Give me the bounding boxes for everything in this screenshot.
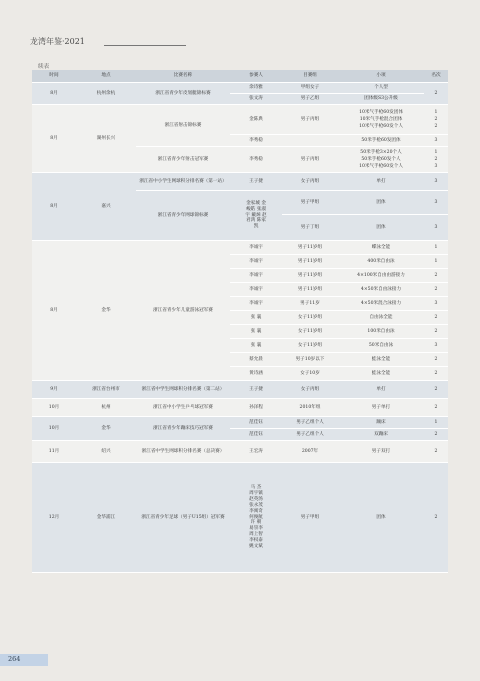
athlete-cell: 张 襄 [230,325,282,339]
division-cell: 男子乙组 [282,94,338,105]
page-number: 264 [8,655,21,663]
place-cell: 浙江省台州市 [76,381,136,399]
item-cell: 蛙泳全能 [338,367,424,381]
item-line: 10米气手枪60发团体 [359,109,403,115]
column-header-event: 比赛名称 [136,70,230,83]
rank-cell: 3 [424,173,448,191]
event-cell: 浙江省青少年射击冠军赛 [136,147,230,173]
athlete-cell: 蔡允晨 [230,353,282,367]
column-header-division: 目赛组 [282,70,338,83]
item-cell: 男子单打 [338,399,424,417]
time-cell: 10月 [32,399,76,417]
item-cell: 蹦床 [338,417,424,429]
division-cell: 女子11岁组 [282,339,338,353]
athlete-cell: 金陈典 [230,105,282,135]
place-cell: 嘉兴 [76,173,136,241]
athlete-cell: 孙泽程 [230,399,282,417]
division-cell: 男子丙组 [282,147,338,173]
header-rule [104,45,186,46]
athlete-cell: 李诚宇 [230,269,282,283]
time-cell: 11月 [32,441,76,463]
table-header-row [32,70,448,83]
item-cell: 个人型 [338,83,424,94]
rank-cell [424,147,448,173]
item-cell: 4×50米自由泳接力 [338,283,424,297]
rank-cell: 3 [424,297,448,311]
time-cell: 8月 [32,105,76,173]
table-row [32,173,448,191]
rank-cell: 3 [424,135,448,147]
item-cell: 蛙泳全能 [338,353,424,367]
athlete-cell: 张 襄 [230,339,282,353]
item-cell: 4×100米自由由游接力 [338,269,424,283]
item-cell: 400米自由泳 [338,255,424,269]
item-cell: 单打 [338,381,424,399]
division-cell: 男子甲组 [282,463,338,573]
athlete-cell: 李秀稳 [230,135,282,147]
division-cell [282,135,338,147]
rank-line: 2 [434,156,438,162]
item-cell: 男子双打 [338,441,424,463]
rank-cell: 3 [424,215,448,241]
item-cell: 单打 [338,173,424,191]
rank-cell: 2 [424,83,448,105]
athlete-cell: 李秀稳 [230,147,282,173]
rank-line: 2 [434,124,438,130]
event-cell: 浙江省青少年蹦床技巧冠军赛 [136,417,230,441]
item-cell: 蝶泳全能 [338,241,424,255]
division-cell: 男子乙组个人 [282,417,338,429]
item-line: 10米气手枪60发个人 [359,164,403,170]
division-cell: 女子丙组 [282,173,338,191]
continued-label: 续表 [38,64,50,70]
item-cell: 50米手枪60发团体 [338,135,424,147]
division-cell: 男子11岁组 [282,283,338,297]
place-cell: 杭州余杭 [76,83,136,105]
place-cell: 绍兴 [76,441,136,463]
table-row [32,83,448,94]
time-cell: 10月 [32,417,76,441]
rank-cell: 1 [424,241,448,255]
rank-cell: 2 [424,325,448,339]
event-cell: 浙江省青少年足球（男子U15组）冠军赛 [136,463,230,573]
rank-cell: 1 [424,255,448,269]
item-cell: 团体 [338,463,424,573]
event-cell: 浙江省青少年网球锦标赛 [136,191,230,241]
table-row [32,241,448,255]
time-cell: 8月 [32,241,76,381]
item-cell: 双蹦床 [338,429,424,441]
rank-cell: 3 [424,191,448,215]
athlete-cell: 李诚宇 [230,297,282,311]
division-cell: 女子丙组 [282,381,338,399]
item-cell: 50米自由泳 [338,339,424,353]
athlete-cell: 王子捷 [230,381,282,399]
division-cell: 女子11岁组 [282,325,338,339]
athlete-cell: 张 襄 [230,311,282,325]
rank-cell: 2 [424,463,448,573]
event-cell: 浙江省青少年儿童游泳冠军赛 [136,241,230,381]
item-cell: 自由泳全能 [338,311,424,325]
item-line: 50米手枪3×20个人 [360,149,402,155]
rank-line: 3 [434,164,438,170]
athlete-list: 金家城 金峻皓 张淑宇 戴焯 赵君鸿 陈家凯 [245,200,267,230]
column-header-athlete: 参赛人 [230,70,282,83]
table-row [32,399,448,417]
item-cell [338,147,424,173]
athlete-cell: 李诚宇 [230,283,282,297]
table-row [32,441,448,463]
division-cell: 甲组女子 [282,83,338,94]
athlete-cell [230,463,282,573]
athlete-cell: 范佳钰 [230,417,282,429]
rank-cell: 2 [424,441,448,463]
athlete-cell: 张文涛 [230,94,282,105]
time-cell: 8月 [32,83,76,105]
rank-cell: 2 [424,381,448,399]
rank-cell: 2 [424,311,448,325]
column-header-place: 地点 [76,70,136,83]
item-cell: 4×50米混合泳接力 [338,297,424,311]
athlete-cell: 李诚宇 [230,255,282,269]
event-cell: 浙江省射击锦标赛 [136,105,230,147]
division-cell: 男子甲组 [282,191,338,215]
division-cell: 男子乙组个人 [282,429,338,441]
place-cell: 湖州长兴 [76,105,136,173]
item-cell [338,105,424,135]
time-cell: 12月 [32,463,76,573]
athlete-cell: 李诚宇 [230,241,282,255]
athlete-cell: 王子捷 [230,173,282,191]
column-header-item: 小项 [338,70,424,83]
division-cell: 女子11岁组 [282,311,338,325]
place-cell: 金华 [76,241,136,381]
rank-cell: 2 [424,283,448,297]
division-cell: 男子11岁 [282,297,338,311]
running-header: 龙湾年鉴·2021 [30,37,85,46]
competition-results-table [32,70,448,573]
rank-line: 1 [434,149,438,155]
rank-cell: 2 [424,353,448,367]
item-line: 10米气手枪60发个人 [359,124,403,130]
place-cell: 金华浦江 [76,463,136,573]
rank-line: 2 [434,116,438,122]
item-cell: 团体 [338,191,424,215]
division-cell: 女子10岁 [282,367,338,381]
item-line: 10米气手枪混合团体 [359,116,403,122]
division-cell: 男子11岁组 [282,269,338,283]
place-cell: 杭州 [76,399,136,417]
table-row [32,463,448,573]
item-cell: 团体 [338,215,424,241]
division-cell: 男子丙组 [282,105,338,135]
column-header-time: 时间 [32,70,76,83]
rank-cell: 3 [424,339,448,353]
rank-cell: 2 [424,269,448,283]
table-row [32,381,448,399]
event-cell: 浙江省中小学生网球积分排名赛（第一站） [136,173,230,191]
rank-cell: 1 [424,417,448,429]
table-row [32,417,448,429]
event-cell: 浙江省中小学生乒乓球冠军赛 [136,399,230,417]
division-cell: 男子11岁组 [282,241,338,255]
rank-cell [424,105,448,135]
event-cell: 浙江省青少年皮划艇锦标赛 [136,83,230,105]
time-cell: 8月 [32,173,76,241]
athlete-cell: 王宏涛 [230,441,282,463]
rank-cell: 2 [424,399,448,417]
division-cell: 2007年 [282,441,338,463]
rank-line: 1 [434,109,438,115]
athlete-cell [230,191,282,241]
athlete-cell: 黄诗涵 [230,367,282,381]
table-row [32,105,448,135]
place-cell: 金华 [76,417,136,441]
item-cell: 100米自由泳 [338,325,424,339]
athlete-cell: 范佳钰 [230,429,282,441]
event-cell: 浙江省中学生网球积分排名赛（总决赛） [136,441,230,463]
division-cell: 男子11岁组 [282,255,338,269]
rank-cell: 2 [424,429,448,441]
column-header-rank: 名次 [424,70,448,83]
division-cell: 男子10岁以下 [282,353,338,367]
item-line: 50米手枪60发个人 [361,156,401,162]
event-cell: 浙江省中学生网球积分排名赛（第二站） [136,381,230,399]
time-cell: 9月 [32,381,76,399]
athlete-cell: 余诗雅 [230,83,282,94]
item-cell: 团体级S3公升级 [338,94,424,105]
rank-cell: 2 [424,367,448,381]
athlete-list: 马 杰 周宇镇 赵英汤 张永茂 李寓奇 何俊航 许 朝 易崇李 周上智 李权泰 姚文斌 [249,484,263,550]
division-cell: 2010年组 [282,399,338,417]
division-cell: 男子丁组 [282,215,338,241]
